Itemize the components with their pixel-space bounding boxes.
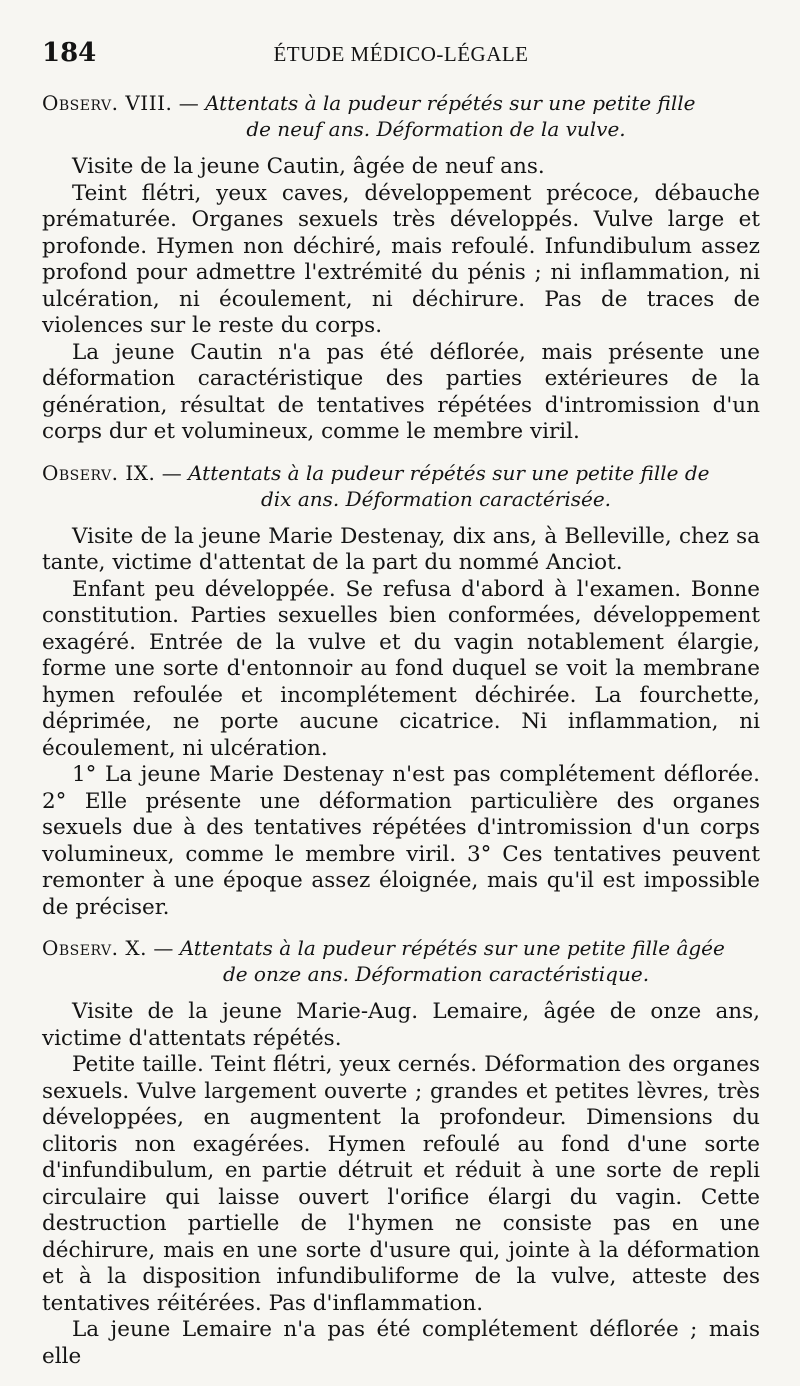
observation-title: Attentats à la pudeur répétés sur une petite fille	[205, 91, 696, 115]
observation-number: Observ. IX.	[42, 460, 156, 485]
paragraph: Enfant peu développée. Se refusa d'abord à l'examen. Bonne constitution. Parties sexuelles bien conformées, développement exagéré. Entrée de la vulve et du vagin notablement élargie, forme une sorte d'entonnoir au fond duquel se voit la membrane hymen refoulée et incomplétement déchirée. La fourchette, déprimée, ne porte aucune cicatrice. Ni inflammation, ni écoulement, ni ulcération.	[42, 576, 760, 761]
observation-ix	[42, 460, 760, 922]
observation-heading	[42, 460, 760, 512]
paragraph: Petite taille. Teint flétri, yeux cernés. Déformation des organes sexuels. Vulve largement ouverte ; grandes et petites lèvres, très développées, en augmentent la profondeur. Dimensions du clitoris non exagérées. Hymen refoulé au fond d'une sorte d'infundibulum, en partie détruit et réduit à une sorte de repli circulaire qui laisse ouvert l'orifice élargi du vagin. Cette destruction partielle de l'hymen ne consiste pas en une déchirure, mais en une sorte d'usure qui, jointe à la déformation et à la disposition infundibuliforme de la vulve, atteste des tentatives réitérées. Pas d'inflammation.	[42, 1052, 760, 1316]
observation-heading	[42, 90, 760, 142]
observation-title-continued: dix ans. Déformation caractérisée.	[260, 486, 612, 511]
observation-viii	[42, 90, 760, 446]
observation-number: Observ. X.	[42, 936, 147, 960]
paragraph: Visite de la jeune Marie-Aug. Lemaire, âgée de onze ans, victime d'attentats répétés.	[42, 999, 760, 1051]
page-header	[42, 28, 760, 76]
running-title: ÉTUDE MÉDICO-LÉGALE	[273, 42, 529, 66]
observation-title-continued: de neuf ans. Déformation de la vulve.	[246, 117, 626, 141]
observation-title: Attentats à la pudeur répétés sur une petite fille âgée	[179, 936, 725, 960]
paragraph: La jeune Lemaire n'a pas été complétement déflorée ; mais elle	[42, 1317, 760, 1369]
observation-number: Observ. VIII.	[42, 91, 173, 115]
paragraph: Visite de la jeune Cautin, âgée de neuf ans.	[72, 154, 545, 179]
observation-title: Attentats à la pudeur répétés sur une petite fille de	[188, 460, 710, 485]
heading-dash: —	[161, 460, 182, 485]
heading-dash: —	[153, 936, 174, 960]
observation-x	[42, 935, 760, 1370]
paragraph: Teint flétri, yeux caves, développement précoce, débauche prématurée. Organes sexuels très développés. Vulve large et profonde. Hymen non déchiré, mais refoulé. Infundibulum assez profond pour admettre l'extrémité du pénis ; ni inflammation, ni ulcération, ni écoulement, ni déchirure. Pas de traces de violences sur le reste du corps.	[42, 180, 760, 338]
heading-dash: —	[178, 91, 199, 115]
paragraph: Visite de la jeune Marie Destenay, dix ans, à Belleville, chez sa tante, victime d'attentat de la part du nommé Anciot.	[42, 523, 760, 575]
paragraph: La jeune Cautin n'a pas été déflorée, mais présente une déformation caractéristique des parties extérieures de la génération, résultat de tentatives répétées d'intromission d'un corps dur et volumineux, comme le membre viril.	[42, 339, 760, 444]
observation-title-continued: de onze ans. Déformation caractéristique.	[222, 962, 650, 986]
observation-heading	[42, 935, 760, 987]
paragraph: 1° La jeune Marie Destenay n'est pas complétement déflorée. 2° Elle présente une déformation particulière des organes sexuels due à des tentatives répétées d'intromission d'un corps volumineux, comme le membre viril. 3° Ces tentatives peuvent remonter à une époque assez éloignée, mais qu'il est impossible de préciser.	[42, 762, 760, 920]
page-number: 184	[42, 38, 97, 68]
